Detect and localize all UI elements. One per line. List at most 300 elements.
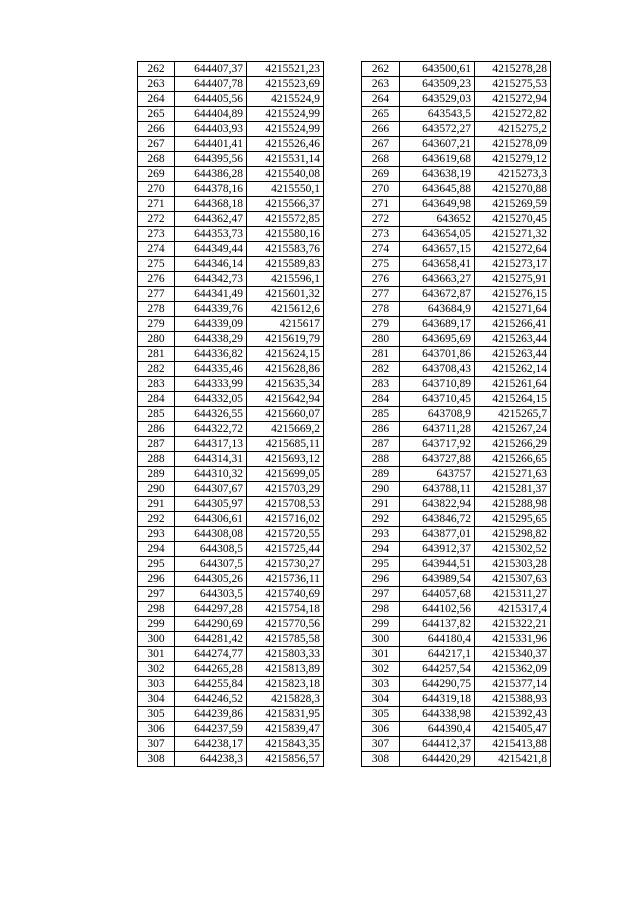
x-coordinate: 643619,68 [400,152,475,167]
x-coordinate: 644308,08 [175,527,247,542]
table-row [362,407,551,422]
x-coordinate: 644405,56 [175,92,247,107]
x-coordinate: 643989,54 [400,572,475,587]
point-number: 273 [362,227,400,242]
table-row [138,587,324,602]
coordinates-table-right [361,61,551,767]
table-row [138,407,324,422]
x-coordinate: 643710,89 [400,377,475,392]
table-row [138,107,324,122]
x-coordinate: 643822,94 [400,497,475,512]
y-coordinate: 4215583,76 [247,242,324,257]
y-coordinate: 4215322,21 [475,617,551,632]
y-coordinate: 4215823,18 [247,677,324,692]
y-coordinate: 4215331,96 [475,632,551,647]
point-number: 262 [138,62,175,77]
y-coordinate: 4215669,2 [247,422,324,437]
table-row [362,647,551,662]
x-coordinate: 644335,46 [175,362,247,377]
table-row [138,467,324,482]
table-row [138,512,324,527]
y-coordinate: 4215572,85 [247,212,324,227]
x-coordinate: 644407,37 [175,62,247,77]
table-row [138,242,324,257]
y-coordinate: 4215303,28 [475,557,551,572]
table-row [138,527,324,542]
table-row [362,602,551,617]
y-coordinate: 4215589,83 [247,257,324,272]
x-coordinate: 644338,98 [400,707,475,722]
x-coordinate: 644336,82 [175,347,247,362]
table-row [138,77,324,92]
y-coordinate: 4215263,44 [475,332,551,347]
point-number: 280 [362,332,400,347]
y-coordinate: 4215413,88 [475,737,551,752]
y-coordinate: 4215540,08 [247,167,324,182]
x-coordinate: 644362,47 [175,212,247,227]
point-number: 283 [138,377,175,392]
point-number: 276 [138,272,175,287]
table-row [362,167,551,182]
table-row [362,452,551,467]
table-row [362,77,551,92]
y-coordinate: 4215624,15 [247,347,324,362]
x-coordinate: 643657,15 [400,242,475,257]
coordinates-table-left [137,61,324,767]
point-number: 269 [362,167,400,182]
x-coordinate: 644353,73 [175,227,247,242]
x-coordinate: 643708,43 [400,362,475,377]
y-coordinate: 4215272,82 [475,107,551,122]
x-coordinate: 644407,78 [175,77,247,92]
point-number: 274 [138,242,175,257]
point-number: 303 [362,677,400,692]
table-row [362,62,551,77]
point-number: 292 [362,512,400,527]
x-coordinate: 643645,88 [400,182,475,197]
table-row [138,437,324,452]
table-row [362,272,551,287]
x-coordinate: 644217,1 [400,647,475,662]
point-number: 293 [362,527,400,542]
table-row [362,107,551,122]
x-coordinate: 644333,99 [175,377,247,392]
point-number: 277 [138,287,175,302]
x-coordinate: 643711,28 [400,422,475,437]
x-coordinate: 643701,86 [400,347,475,362]
y-coordinate: 4215271,63 [475,467,551,482]
table-row [138,317,324,332]
y-coordinate: 4215803,33 [247,647,324,662]
point-number: 278 [138,302,175,317]
y-coordinate: 4215736,11 [247,572,324,587]
y-coordinate: 4215596,1 [247,272,324,287]
y-coordinate: 4215271,64 [475,302,551,317]
x-coordinate: 644238,3 [175,752,247,767]
x-coordinate: 644255,84 [175,677,247,692]
x-coordinate: 643689,17 [400,317,475,332]
point-number: 276 [362,272,400,287]
x-coordinate: 643944,51 [400,557,475,572]
table-row [362,542,551,557]
x-coordinate: 644180,4 [400,632,475,647]
table-row [138,452,324,467]
table-row [362,737,551,752]
table-row [138,557,324,572]
table-row [362,497,551,512]
y-coordinate: 4215693,12 [247,452,324,467]
table-row [362,572,551,587]
x-coordinate: 644403,93 [175,122,247,137]
x-coordinate: 644346,14 [175,257,247,272]
table-row [362,512,551,527]
x-coordinate: 643638,19 [400,167,475,182]
x-coordinate: 644395,56 [175,152,247,167]
y-coordinate: 4215550,1 [247,182,324,197]
x-coordinate: 644317,13 [175,437,247,452]
x-coordinate: 644290,75 [400,677,475,692]
table-row [362,722,551,737]
point-number: 273 [138,227,175,242]
y-coordinate: 4215725,44 [247,542,324,557]
point-number: 277 [362,287,400,302]
y-coordinate: 4215278,28 [475,62,551,77]
point-number: 296 [138,572,175,587]
point-number: 304 [138,692,175,707]
point-number: 292 [138,512,175,527]
x-coordinate: 644314,31 [175,452,247,467]
y-coordinate: 4215272,64 [475,242,551,257]
table-row [138,167,324,182]
x-coordinate: 644137,82 [400,617,475,632]
y-coordinate: 4215740,69 [247,587,324,602]
x-coordinate: 644102,56 [400,602,475,617]
point-number: 288 [362,452,400,467]
table-row [138,137,324,152]
table-row [138,287,324,302]
table-row [138,692,324,707]
point-number: 265 [362,107,400,122]
y-coordinate: 4215635,34 [247,377,324,392]
table-row [138,182,324,197]
y-coordinate: 4215288,98 [475,497,551,512]
table-row [362,437,551,452]
y-coordinate: 4215267,24 [475,422,551,437]
y-coordinate: 4215266,65 [475,452,551,467]
point-number: 272 [362,212,400,227]
x-coordinate: 644238,17 [175,737,247,752]
point-number: 268 [362,152,400,167]
point-number: 284 [362,392,400,407]
table-row [362,287,551,302]
y-coordinate: 4215601,32 [247,287,324,302]
point-number: 287 [362,437,400,452]
point-number: 279 [362,317,400,332]
y-coordinate: 4215295,65 [475,512,551,527]
point-number: 271 [138,197,175,212]
table-row [362,482,551,497]
x-coordinate: 644281,42 [175,632,247,647]
y-coordinate: 4215685,11 [247,437,324,452]
y-coordinate: 4215856,57 [247,752,324,767]
y-coordinate: 4215388,93 [475,692,551,707]
x-coordinate: 643877,01 [400,527,475,542]
table-row [362,257,551,272]
table-row [362,752,551,767]
x-coordinate: 643757 [400,467,475,482]
y-coordinate: 4215566,37 [247,197,324,212]
point-number: 263 [362,77,400,92]
point-number: 303 [138,677,175,692]
point-number: 291 [362,497,400,512]
y-coordinate: 4215628,86 [247,362,324,377]
point-number: 294 [138,542,175,557]
x-coordinate: 643509,23 [400,77,475,92]
y-coordinate: 4215612,6 [247,302,324,317]
x-coordinate: 643500,61 [400,62,475,77]
point-number: 297 [138,587,175,602]
x-coordinate: 644274,77 [175,647,247,662]
point-number: 290 [362,482,400,497]
table-row [362,392,551,407]
y-coordinate: 4215298,82 [475,527,551,542]
point-number: 285 [138,407,175,422]
table-row [362,92,551,107]
table-row [138,617,324,632]
table-row [362,662,551,677]
table-row [362,527,551,542]
table-row [362,182,551,197]
y-coordinate: 4215278,09 [475,137,551,152]
y-coordinate: 4215275,2 [475,122,551,137]
x-coordinate: 643649,98 [400,197,475,212]
table-row [138,482,324,497]
y-coordinate: 4215521,23 [247,62,324,77]
point-number: 268 [138,152,175,167]
point-number: 306 [138,722,175,737]
x-coordinate: 643846,72 [400,512,475,527]
x-coordinate: 644307,67 [175,482,247,497]
point-number: 265 [138,107,175,122]
point-number: 300 [138,632,175,647]
y-coordinate: 4215524,9 [247,92,324,107]
point-number: 299 [138,617,175,632]
x-coordinate: 644341,49 [175,287,247,302]
y-coordinate: 4215523,69 [247,77,324,92]
y-coordinate: 4215617 [247,317,324,332]
y-coordinate: 4215269,59 [475,197,551,212]
y-coordinate: 4215340,37 [475,647,551,662]
table-row [138,92,324,107]
table-row [362,212,551,227]
x-coordinate: 644326,55 [175,407,247,422]
point-number: 289 [362,467,400,482]
table-row [138,497,324,512]
point-number: 301 [138,647,175,662]
point-number: 307 [362,737,400,752]
point-number: 298 [362,602,400,617]
x-coordinate: 644246,52 [175,692,247,707]
y-coordinate: 4215266,29 [475,437,551,452]
x-coordinate: 644339,76 [175,302,247,317]
table-row [362,332,551,347]
x-coordinate: 644305,26 [175,572,247,587]
y-coordinate: 4215362,09 [475,662,551,677]
table-row [362,632,551,647]
x-coordinate: 643654,05 [400,227,475,242]
y-coordinate: 4215642,94 [247,392,324,407]
y-coordinate: 4215261,64 [475,377,551,392]
point-number: 263 [138,77,175,92]
y-coordinate: 4215307,63 [475,572,551,587]
y-coordinate: 4215813,89 [247,662,324,677]
table-row [138,632,324,647]
y-coordinate: 4215660,07 [247,407,324,422]
point-number: 307 [138,737,175,752]
y-coordinate: 4215270,45 [475,212,551,227]
x-coordinate: 643695,69 [400,332,475,347]
point-number: 295 [138,557,175,572]
y-coordinate: 4215619,79 [247,332,324,347]
table-row [138,677,324,692]
y-coordinate: 4215266,41 [475,317,551,332]
y-coordinate: 4215377,14 [475,677,551,692]
y-coordinate: 4215262,14 [475,362,551,377]
point-number: 301 [362,647,400,662]
x-coordinate: 644239,86 [175,707,247,722]
x-coordinate: 643658,41 [400,257,475,272]
point-number: 281 [138,347,175,362]
x-coordinate: 643572,27 [400,122,475,137]
table-row [138,332,324,347]
point-number: 285 [362,407,400,422]
point-number: 275 [138,257,175,272]
table-row [138,302,324,317]
point-number: 290 [138,482,175,497]
point-number: 283 [362,377,400,392]
table-row [362,197,551,212]
coordinates-table-right-body [362,62,551,767]
point-number: 287 [138,437,175,452]
point-number: 302 [362,662,400,677]
y-coordinate: 4215580,16 [247,227,324,242]
table-row [138,542,324,557]
point-number: 286 [138,422,175,437]
table-row [138,377,324,392]
point-number: 281 [362,347,400,362]
table-row [138,392,324,407]
y-coordinate: 4215716,02 [247,512,324,527]
point-number: 271 [362,197,400,212]
point-number: 266 [362,122,400,137]
y-coordinate: 4215279,12 [475,152,551,167]
table-row [362,422,551,437]
y-coordinate: 4215275,91 [475,272,551,287]
x-coordinate: 644237,59 [175,722,247,737]
x-coordinate: 644390,4 [400,722,475,737]
x-coordinate: 644319,18 [400,692,475,707]
y-coordinate: 4215272,94 [475,92,551,107]
table-row [362,707,551,722]
point-number: 282 [362,362,400,377]
y-coordinate: 4215785,58 [247,632,324,647]
x-coordinate: 644378,16 [175,182,247,197]
point-number: 272 [138,212,175,227]
x-coordinate: 644290,69 [175,617,247,632]
x-coordinate: 644339,09 [175,317,247,332]
x-coordinate: 644401,41 [175,137,247,152]
table-row [138,152,324,167]
table-row [362,122,551,137]
x-coordinate: 644342,73 [175,272,247,287]
table-row [362,617,551,632]
x-coordinate: 644404,89 [175,107,247,122]
x-coordinate: 643727,88 [400,452,475,467]
point-number: 286 [362,422,400,437]
y-coordinate: 4215699,05 [247,467,324,482]
point-number: 267 [138,137,175,152]
y-coordinate: 4215405,47 [475,722,551,737]
point-number: 298 [138,602,175,617]
table-row [362,362,551,377]
table-row [362,467,551,482]
point-number: 288 [138,452,175,467]
y-coordinate: 4215421,8 [475,752,551,767]
x-coordinate: 644368,18 [175,197,247,212]
y-coordinate: 4215708,53 [247,497,324,512]
table-row [138,212,324,227]
point-number: 308 [138,752,175,767]
table-row [138,752,324,767]
y-coordinate: 4215839,47 [247,722,324,737]
y-coordinate: 4215302,52 [475,542,551,557]
table-row [362,152,551,167]
x-coordinate: 643543,5 [400,107,475,122]
table-row [362,242,551,257]
x-coordinate: 643663,27 [400,272,475,287]
point-number: 266 [138,122,175,137]
point-number: 296 [362,572,400,587]
x-coordinate: 644386,28 [175,167,247,182]
point-number: 293 [138,527,175,542]
y-coordinate: 4215275,53 [475,77,551,92]
x-coordinate: 644307,5 [175,557,247,572]
point-number: 306 [362,722,400,737]
table-row [362,587,551,602]
y-coordinate: 4215843,35 [247,737,324,752]
point-number: 278 [362,302,400,317]
point-number: 267 [362,137,400,152]
table-row [138,197,324,212]
y-coordinate: 4215524,99 [247,122,324,137]
x-coordinate: 643717,92 [400,437,475,452]
y-coordinate: 4215264,15 [475,392,551,407]
x-coordinate: 644332,05 [175,392,247,407]
y-coordinate: 4215831,95 [247,707,324,722]
x-coordinate: 643912,37 [400,542,475,557]
table-row [362,317,551,332]
x-coordinate: 644306,61 [175,512,247,527]
y-coordinate: 4215270,88 [475,182,551,197]
x-coordinate: 643710,45 [400,392,475,407]
y-coordinate: 4215276,15 [475,287,551,302]
x-coordinate: 644297,28 [175,602,247,617]
x-coordinate: 643672,87 [400,287,475,302]
table-row [362,692,551,707]
x-coordinate: 643652 [400,212,475,227]
y-coordinate: 4215263,44 [475,347,551,362]
x-coordinate: 644310,32 [175,467,247,482]
